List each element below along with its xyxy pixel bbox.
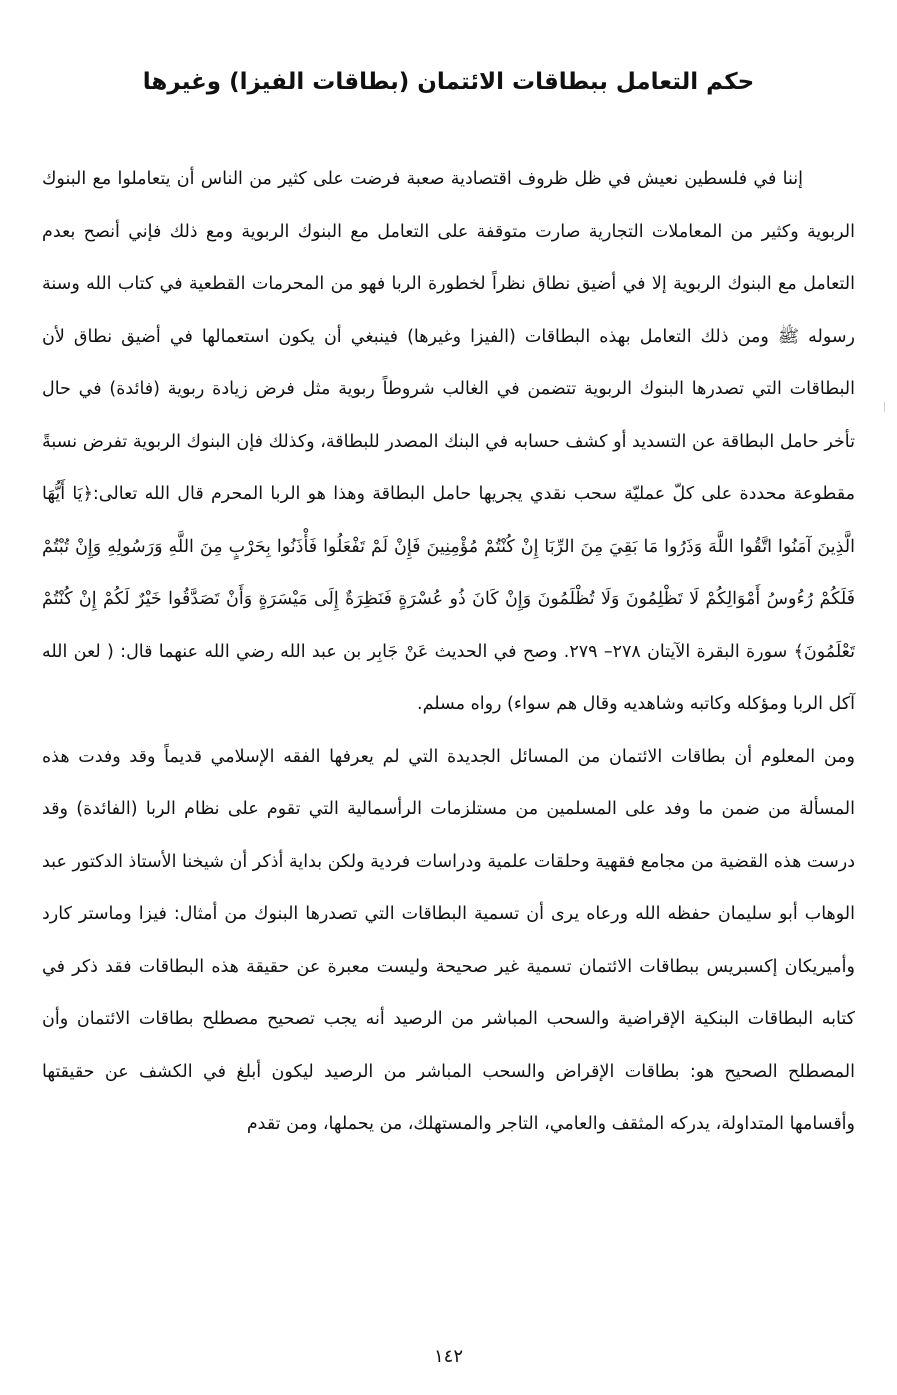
- body-text: [42, 153, 855, 1151]
- paragraph-1-citation: سورة البقرة الآيتان ٢٧٨– ٢٧٩. وصح في الحديث عَنْ جَابِر بن عبد الله رضي الله عنهما قال: ( لعن الله آكل الربا ومؤكله وكاتبه وشاهديه وقال هم سواء) رواه مسلم.: [42, 641, 855, 714]
- margin-mark: [884, 402, 885, 412]
- page-title: حكم التعامل ببطاقات الائتمان (بطاقات الفيزا) وغيرها: [142, 69, 755, 95]
- paragraph-2: ومن المعلوم أن بطاقات الائتمان من المسائل الجديدة التي لم يعرفها الفقه الإسلامي قديماً وقد وفدت هذه المسألة من ضمن ما وفد على المسلمين من مستلزمات الرأسمالية التي تقوم على نظام الربا (الفائدة) وقد درست هذه القضية من مجامع فقهية وحلقات علمية ودراسات فردية ولكن بداية أذكر أن شيخنا الأستاذ الدكتور عبد الوهاب أبو سليمان حفظه الله ورعاه يرى أن تسمية البطاقات التي تصدرها البنوك من أمثال: فيزا وماستر كارد وأميريكان إكسبريس ببطاقات الائتمان تسمية غير صحيحة وليست معبرة عن حقيقة هذه البطاقات فقد ذكر في كتابه البطاقات البنكية الإقراضية والسحب المباشر من الرصيد أنه يجب تصحيح مصطلح بطاقات الائتمان وأن المصطلح الصحيح هو: بطاقات الإقراض والسحب المباشر من الرصيد ليكون أبلغ في الكشف عن حقيقتها وأقسامها المتداولة، يدركه المثقف والعامي، التاجر والمستهلك، من يحملها، ومن تقدم: [42, 746, 855, 1134]
- paragraph-1-text: إننا في فلسطين نعيش في ظل ظروف اقتصادية صعبة فرضت على كثير من الناس أن يتعاملوا مع البنوك الربوية وكثير من المعاملات التجارية صارت متوقفة على التعامل مع البنوك الربوية ومع ذلك فإني أنصح بعدم التعامل مع البنوك الربوية إلا في أضيق نطاق نظراً لخطورة الربا فهو من المحرمات القطعية في كتاب الله وسنة رسوله ﷺ ومن ذلك التعامل بهذه البطاقات (الفيزا وغيرها) فينبغي أن يكون استعمالها في أضيق نطاق لأن البطاقات التي تصدرها البنوك الربوية تتضمن في الغالب شروطاً ربوية مثل فرض زيادة ربوية (فائدة) في حال تأخر حامل البطاقة عن التسديد أو كشف حسابه في البنك المصدر للبطاقة، وكذلك فإن البنوك الربوية تفرض نسبةً مقطوعة محددة على كلّ عمليّة سحب نقدي يجريها حامل البطاقة وهذا هو الربا المحرم قال الله تعالى:: [42, 169, 855, 504]
- paragraph-1: [42, 153, 855, 731]
- quran-verse: ﴿يَا أَيُّهَا الَّذِينَ آمَنُوا اتَّقُوا اللَّهَ وَذَرُوا مَا بَقِيَ مِنَ الرِّبَا إِنْ كُنْتُمْ مُؤْمِنِينَ فَإِنْ لَمْ تَفْعَلُوا فَأْذَنُوا بِحَرْبٍ مِنَ اللَّهِ وَرَسُولِهِ وَإِنْ تُبْتُمْ فَلَكُمْ رُءُوسُ أَمْوَالِكُمْ لَا تَظْلِمُونَ وَلَا تُظْلَمُونَ وَإِنْ كَانَ ذُو عُسْرَةٍ فَنَظِرَةٌ إِلَى مَيْسَرَةٍ وَأَنْ تَصَدَّقُوا خَيْرٌ لَكُمْ إِنْ كُنْتُمْ تَعْلَمُونَ﴾: [42, 484, 855, 662]
- page-number: ١٤٢: [433, 1346, 463, 1367]
